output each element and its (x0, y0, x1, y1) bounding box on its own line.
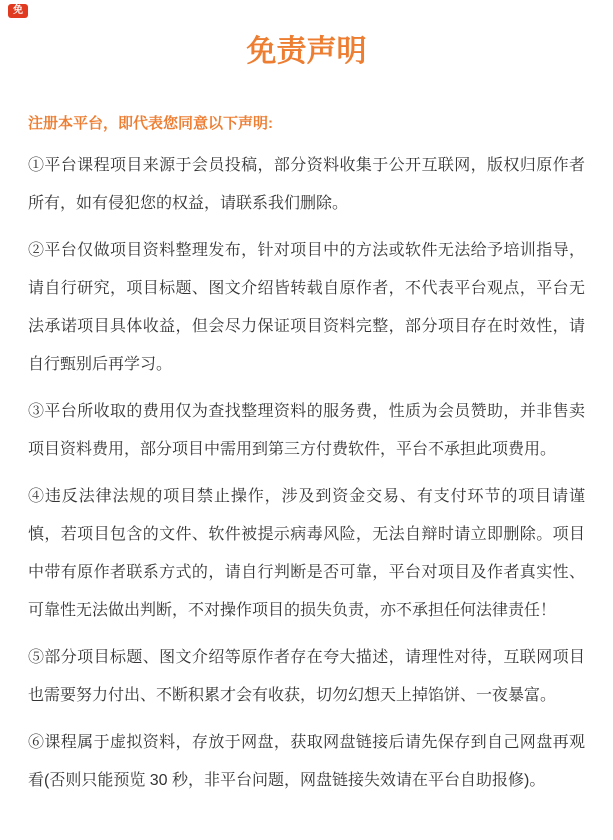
disclaimer-paragraph-6: ⑥课程属于虚拟资料，存放于网盘，获取网盘链接后请先保存到自己网盘再观看(否则只能预览 30 秒，非平台问题，网盘链接失效请在平台自助报修)。 (28, 734, 585, 789)
agreement-lead-in: 注册本平台，即代表您同意以下声明: (28, 115, 273, 132)
disclaimer-paragraph-4: ④违反法律法规的项目禁止操作，涉及到资金交易、有支付环节的项目请谨慎，若项目包含的文件、软件被提示病毒风险，无法自辩时请立即删除。项目中带有原作者联系方式的，请自行判断是否可靠，平台对项目及作者真实性、可靠性无法做出判断，不对操作项目的损失负责，亦不承担任何法律责任！ (28, 488, 585, 619)
disclaimer-paragraph-1: ①平台课程项目来源于会员投稿，部分资料收集于公开互联网，版权归原作者所有，如有侵犯您的权益，请联系我们删除。 (28, 157, 585, 212)
disclaimer-paragraph-3: ③平台所收取的费用仅为查找整理资料的服务费，性质为会员赞助，并非售卖项目资料费用，部分项目中需用到第三方付费软件，平台不承担此项费用。 (28, 403, 585, 458)
page-title: 免责声明 (246, 35, 367, 68)
disclaimer-paragraph-2: ②平台仅做项目资料整理发布，针对项目中的方法或软件无法给予培训指导，请自行研究，项目标题、图文介绍皆转载自原作者，不代表平台观点，平台无法承诺项目具体收益，但会尽力保证项目资料完整，部分项目存在时效性，请自行甄别后再学习。 (28, 242, 585, 373)
disclaimer-paragraph-5: ⑤部分项目标题、图文介绍等原作者存在夸大描述，请理性对待，互联网项目也需要努力付出、不断积累才会有收获，切勿幻想天上掉馅饼、一夜暴富。 (28, 649, 585, 704)
corner-stamp-icon: 免 (8, 4, 28, 18)
disclaimer-body (28, 147, 585, 800)
